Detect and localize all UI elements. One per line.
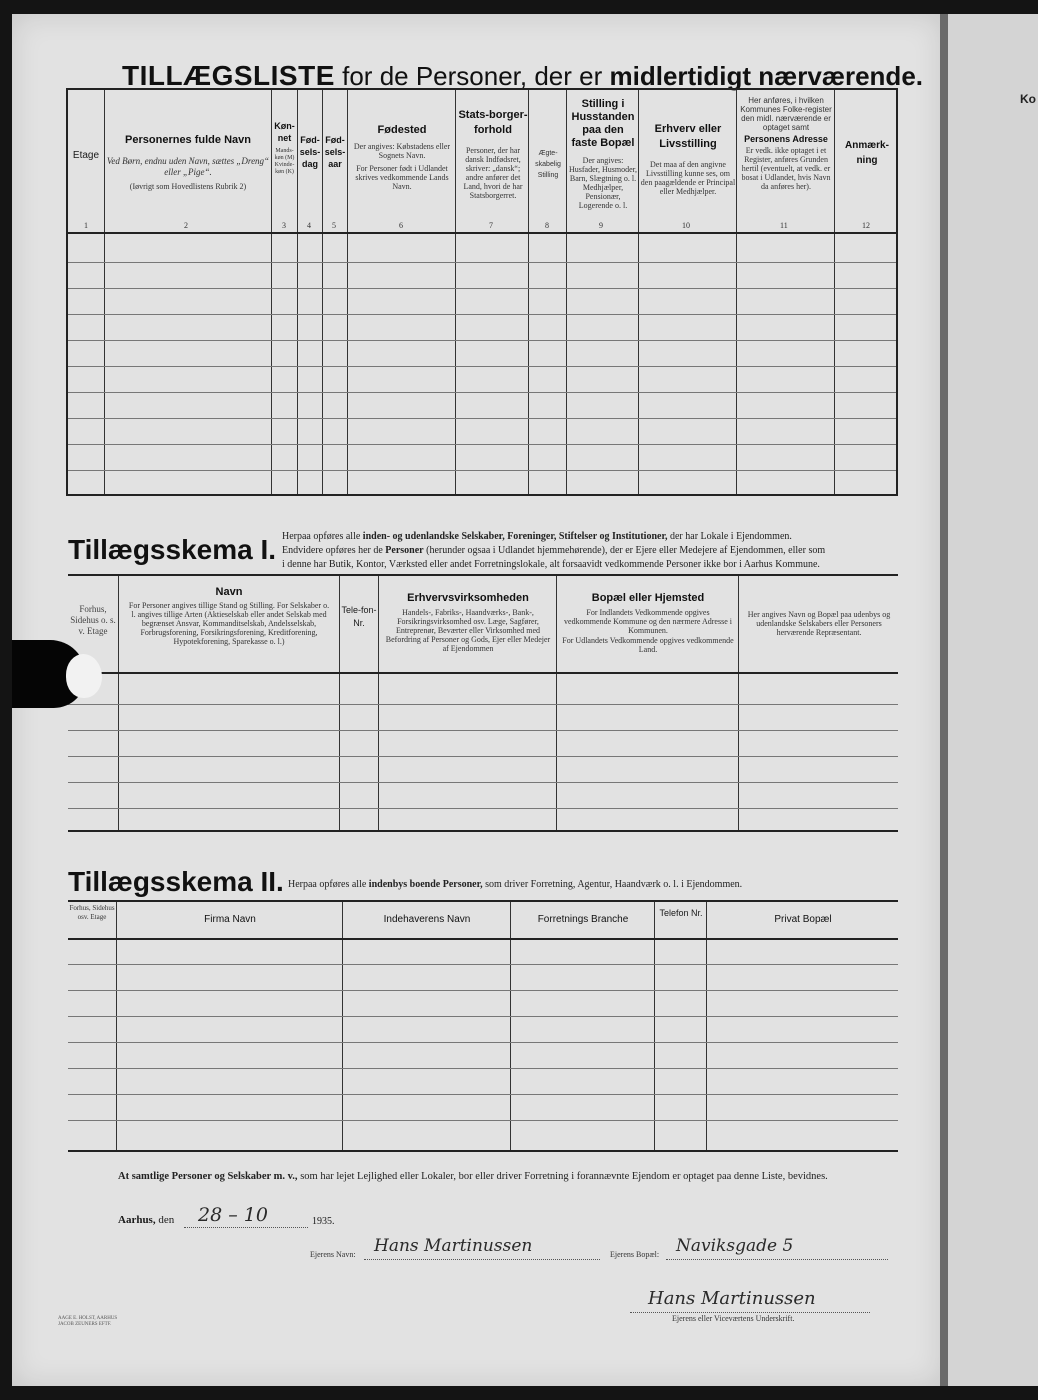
schema2-note: Herpaa opføres alle indenbys boende Personer, som driver Forretning, Agentur, Haandværk o. l. i Ejendommen.	[288, 879, 743, 890]
col-num-3: 3	[282, 221, 286, 230]
certification-text: At samtlige Personer og Selskaber m. v., som har lejet Lejlighed eller Lokaler, bor eller driver Forretning i forannævnte Ejendom er optaget paa denne Liste, bevidnes.	[118, 1171, 828, 1182]
col-citizenship-head: Stats-borger-forhold Personer, der har dansk Indfødsret, skriver: „dansk“; andre anfører det Land, hvori de har Statsborgerret.	[458, 109, 528, 200]
signature-handwritten: Hans Martinussen	[648, 1288, 816, 1309]
s2-col-branch-head: Forretnings Branche	[537, 914, 629, 925]
schema1-title: Tillægsskema I.	[68, 534, 277, 565]
col-remark-head: Anmærk-ning	[845, 140, 889, 166]
col-num-9: 9	[599, 221, 603, 230]
s1-col-floor-head: Forhus, Sidehus o. s. v. Etage	[70, 604, 116, 636]
col-marital-head: Ægte-skabelig Stilling	[535, 150, 561, 179]
s2-col-floor-head: Forhus, Sidehus osv. Etage	[69, 904, 115, 921]
book-spine	[940, 14, 948, 1386]
col-num-5: 5	[332, 221, 336, 230]
schema1-table	[68, 574, 898, 832]
s2-col-phone-head: Telefon Nr.	[659, 908, 703, 918]
col-birthday-head: Fød-sels-dag	[299, 135, 321, 169]
s1-col-name-head: Navn For Personer angives tillige Stand og Stilling. For Selskaber o. l. angives tillige Arten (Aktieselskab eller andet Selskab med begrænset Ansvar, Kommanditselskab, Andelsselskab, Forbrugsforening, Forsikringsforening, Kreditforening, Hypotekforening, Sparekasse o. l.)	[128, 586, 330, 646]
col-etage-head: Etage	[72, 150, 100, 161]
col-num-1: 1	[84, 221, 88, 230]
schema1-note: Herpaa opføres alle inden- og udenlandske Selskaber, Foreninger, Stiftelser og Institutioner, der har Lokale i Ejendommen. Endvidere opføres her de Personer (herunder ogsaa i Udlandet hjemmehørende), der er Ejere eller Medejere af Ejendommen, eller som i denne har Butik, Kontor, Værksted eller andet Forretningslokale, alt forsaavidt vedkommende Personer ikke bor i Aarhus Kommune.	[282, 531, 826, 570]
col-num-7: 7	[489, 221, 493, 230]
col-name-head: Personernes fulde Navn Ved Børn, endnu uden Navn, sættes „Dreng“ eller „Pige“. (Iøvrigt som Hovedlistens Rubrik 2)	[106, 134, 270, 191]
col-occupation-head: Erhverv eller Livsstilling Det maa af den angivne Livsstilling kunne ses, om den paagældende er Principal eller Medhjælper.	[640, 123, 736, 196]
col-num-12: 12	[862, 221, 870, 230]
col-num-4: 4	[307, 221, 311, 230]
s1-col-business-head: Erhvervsvirksomheden Handels-, Fabriks-, Haandværks-, Bank-, Forsikringsvirksomhed osv. Læge, Sagfører, Entreprenør, Beværter eller Virksomhed med Befordring af Personer og Gods, Ejer eller Medejer af Ejendommen	[385, 592, 551, 653]
facing-page	[948, 14, 1038, 1386]
facing-page-text: Ko	[1020, 92, 1036, 106]
s1-col-residence-head: Bopæl eller Hjemsted For Indlandets Vedkommende opgives vedkommende Kommune og den nærmere Adresse i Kommunen. For Udlandets Vedkommende opgives vedkommende Land.	[562, 592, 734, 654]
s2-col-owner-head: Indehaverens Navn	[383, 914, 471, 925]
col-birthyear-head: Fød-sels-aar	[324, 135, 346, 169]
s2-col-private-head: Privat Bopæl	[774, 914, 832, 925]
col-address-head: Her anføres, i hvilken Kommunes Folke-register den midl. nærværende er optaget samt Personens Adresse Er vedk. ikke optaget i et Register, anføres Grunden hertil (eventuelt, at vedk. er bosat i Udlandet, hvis Navn da anføres her).	[740, 96, 832, 191]
col-num-11: 11	[780, 221, 788, 230]
page-title: TILLÆGSLISTE for de Personer, der er midlertidigt nærværende.	[122, 60, 923, 91]
date-handwritten: 28 – 10	[198, 1204, 268, 1226]
owner-name-label: Ejerens Navn:	[310, 1250, 356, 1259]
form-page	[12, 14, 942, 1386]
owner-address-handwritten: Naviksgade 5	[676, 1236, 794, 1256]
col-sex-head: Køn-net Mands-køn (M) Kvinde-køn (K)	[274, 121, 295, 175]
s1-col-representative-head: Her angives Navn og Bopæl paa udenbys og udenlandske Selskabers eller Personers herværende Repræsentant.	[747, 610, 891, 637]
s1-col-phone-head: Tele-fon-Nr.	[341, 605, 377, 628]
schema2-table	[68, 900, 898, 1152]
owner-name-handwritten: Hans Martinussen	[374, 1236, 533, 1256]
main-table	[66, 88, 898, 496]
col-num-6: 6	[399, 221, 403, 230]
s2-col-firm-head: Firma Navn	[204, 914, 256, 925]
col-household-head: Stilling i Husstanden paa den faste Bopæl Der angives: Husfader, Husmoder, Barn, Slægtning o. l. Medhjælper, Pensionær, Logerende o. l.	[568, 98, 637, 210]
col-num-10: 10	[682, 221, 690, 230]
signature-label: Ejerens eller Viceværtens Underskrift.	[672, 1314, 795, 1323]
printer-mark: AAGE E. HOLST, AARHUS JACOB ZEUNERS EFTF.	[58, 1316, 118, 1327]
owner-address-label: Ejerens Bopæl:	[610, 1250, 660, 1259]
schema2-title: Tillægsskema II.	[68, 866, 284, 897]
col-num-8: 8	[545, 221, 549, 230]
col-num-2: 2	[184, 221, 188, 230]
date-line: Aarhus, den	[118, 1214, 175, 1226]
thumb-nail	[66, 654, 102, 698]
year: 1935.	[312, 1216, 335, 1227]
col-birthplace-head: Fødested Der angives: Købstadens eller Sognets Navn. For Personer født i Udlandet skrives vedkommende Lands Navn.	[353, 124, 451, 191]
